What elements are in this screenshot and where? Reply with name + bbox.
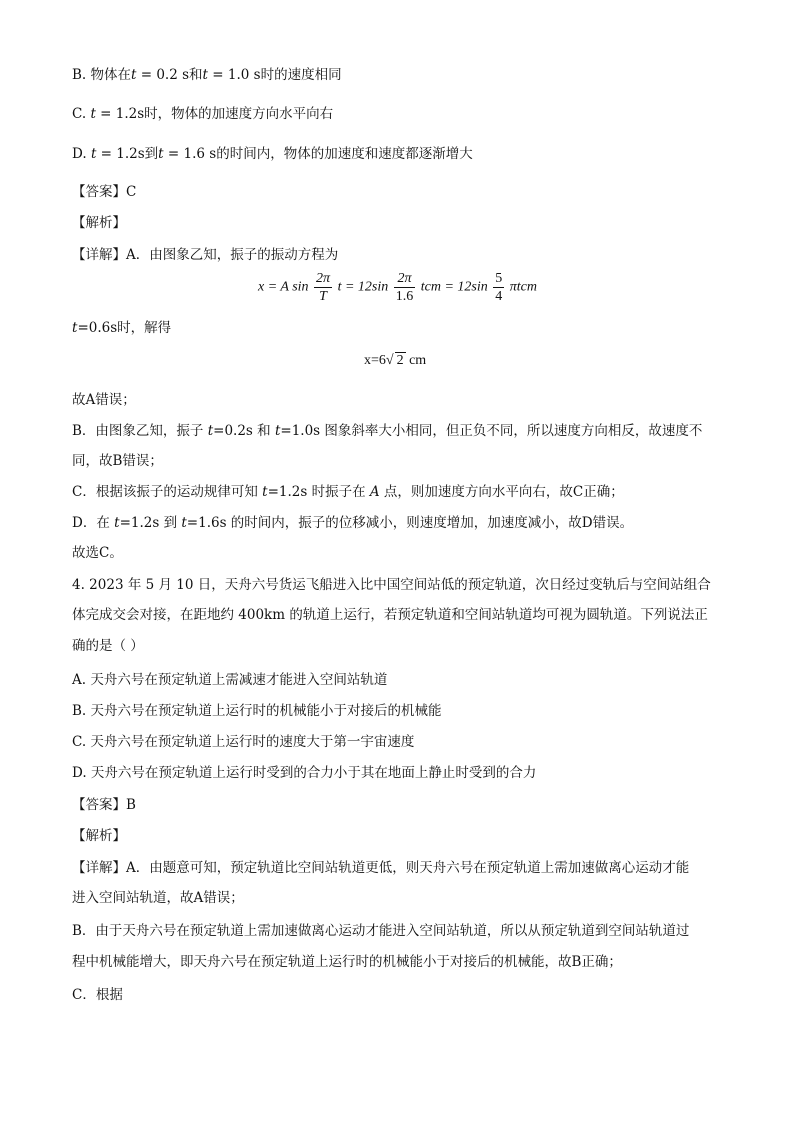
analysis-label-2: 【解析】 bbox=[72, 828, 126, 844]
question-4-line2: 体完成交会对接，在距地约 400km 的轨道上运行，若预定轨道和空间站轨道均可视为圆轨道。下列说法正 bbox=[72, 607, 708, 623]
question-4-line3: 确的是（ ） bbox=[72, 638, 144, 654]
displacement-result: x=6√ 2 cm bbox=[364, 353, 427, 368]
question-4-line1: 4. 2023 年 5 月 10 日，天舟六号货运飞船进入比中国空间站低的预定轨道，次日经过变轨后与空间站组合 bbox=[72, 577, 711, 593]
c-explanation: C．根据该振子的运动规律可知 t=1.2s 时振子在 A 点，则加速度方向水平向右，故C正确； bbox=[72, 484, 624, 500]
detail-2-b-line1: B．由于天舟六号在预定轨道上需加速做离心运动才能进入空间站轨道，所以从预定轨道到空间站轨道过 bbox=[72, 923, 690, 939]
fraction-2pi-over-T: $\frac{2\pi}{T}$ bbox=[316, 271, 331, 304]
analysis-label: 【解析】 bbox=[72, 215, 126, 231]
answer-label: 【答案】C bbox=[72, 184, 137, 200]
detail-a-intro: 【详解】A．由图象乙知，振子的振动方程为 bbox=[72, 247, 339, 263]
detail-2-line1: 【详解】A．由题意可知，预定轨道比空间站轨道更低，则天舟六号在预定轨道上需加速做离心运动才能 bbox=[72, 860, 690, 876]
b-explanation-line1: B．由图象乙知，振子 t=0.2s 和 t=1.0s 图象斜率大小相同，但正负不同，所以速度方向相反，故速度不 bbox=[72, 423, 703, 439]
q4-option-b: B. 天舟六号在预定轨道上运行时的机械能小于对接后的机械能 bbox=[72, 703, 442, 719]
q4-option-a: A. 天舟六号在预定轨道上需减速才能进入空间站轨道 bbox=[72, 672, 388, 688]
fraction-5-over-4: $\frac{5}{4}$ bbox=[495, 271, 503, 304]
vibration-equation: x = A sin $\frac{2\pi}{T}$ t = 12sin $\frac{2\pi}{1.6}$ tcm = 12sin $\frac{5}{4}$ πtcm bbox=[258, 271, 537, 304]
sqrt-symbol: √ bbox=[385, 353, 394, 368]
option-b: B. 物体在t = 0.2 s和t = 1.0 s时的速度相同 bbox=[72, 67, 342, 83]
detail-2-b-line2: 程中机械能增大，即天舟六号在预定轨道上运行时的机械能小于对接后的机械能，故B正确； bbox=[72, 954, 622, 970]
detail-2-c: C．根据 bbox=[72, 987, 123, 1003]
d-explanation: D．在 t=1.2s 到 t=1.6s 的时间内，振子的位移减小，则速度增加，加速度减小，故D错误。 bbox=[72, 515, 634, 531]
a-wrong: 故A错误； bbox=[72, 392, 136, 408]
q4-option-c: C. 天舟六号在预定轨道上运行时的速度大于第一宇宙速度 bbox=[72, 734, 415, 750]
answer-label-2: 【答案】B bbox=[72, 797, 136, 813]
choose-c: 故选C。 bbox=[72, 545, 123, 561]
fraction-2pi-over-1.6: $\frac{2\pi}{1.6}$ bbox=[395, 271, 414, 304]
option-c: C. t = 1.2s时，物体的加速度方向水平向右 bbox=[72, 106, 334, 122]
detail-2-line2: 进入空间站轨道，故A错误； bbox=[72, 890, 244, 906]
time-0.6-line: t=0.6s时，解得 bbox=[72, 320, 172, 336]
q4-option-d: D. 天舟六号在预定轨道上运行时受到的合力小于其在地面上静止时受到的合力 bbox=[72, 765, 537, 781]
b-explanation-line2: 同，故B错误； bbox=[72, 453, 163, 469]
option-d: D. t = 1.2s到t = 1.6 s的时间内，物体的加速度和速度都逐渐增大 bbox=[72, 146, 473, 162]
